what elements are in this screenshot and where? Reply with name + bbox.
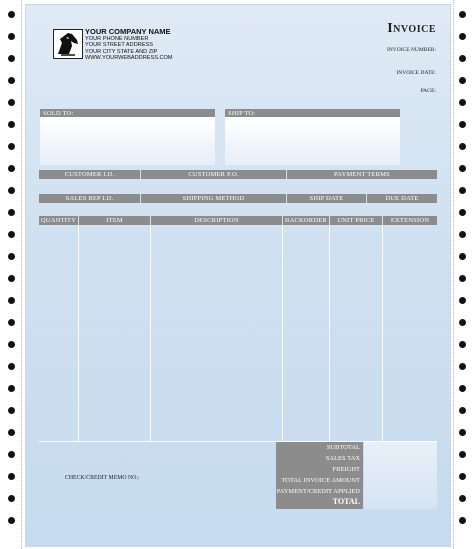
unit-price-header: UNIT PRICE (330, 216, 382, 225)
freight-label: FREIGHT (332, 466, 360, 473)
tractor-hole (8, 341, 15, 348)
tractor-hole (459, 473, 466, 480)
tractor-hole (8, 495, 15, 502)
ship-to-box[interactable] (225, 117, 400, 165)
total-invoice-amount-label: TOTAL INVOICE AMOUNT (281, 477, 360, 484)
tractor-hole (459, 517, 466, 524)
backorder-header: BACKORDER (283, 216, 329, 225)
tractor-hole (8, 11, 15, 18)
tractor-hole (459, 187, 466, 194)
tractor-hole (8, 165, 15, 172)
column-divider (282, 225, 283, 441)
company-name: YOUR COMPANY NAME (85, 27, 171, 36)
sold-to-header: SOLD TO: (40, 109, 215, 117)
tractor-hole (8, 99, 15, 106)
horse-head-icon (54, 30, 82, 58)
subtotal-label: SUBTOTAL (326, 444, 360, 451)
tractor-hole (459, 55, 466, 62)
column-divider (150, 225, 151, 441)
tractor-hole (459, 99, 466, 106)
column-divider (382, 225, 383, 441)
ship-to-header: SHIP TO: (225, 109, 400, 117)
invoice-title: Invoice (387, 21, 436, 36)
ship-date-header: SHIP DATE (287, 194, 366, 203)
tractor-hole (8, 55, 15, 62)
payment-credit-applied-label: PAYMENT/CREDIT APPLIED (276, 488, 360, 495)
tractor-hole (459, 253, 466, 260)
invoice-form (25, 4, 451, 547)
tractor-hole (459, 319, 466, 326)
check-memo-label: CHECK/CREDIT MEMO NO.: (65, 475, 140, 481)
tractor-hole (8, 473, 15, 480)
shipping-method-header: SHIPPING METHOD (141, 194, 286, 203)
company-street: YOUR STREET ADDRESS (85, 42, 153, 49)
tractor-hole (459, 165, 466, 172)
tractor-hole (459, 363, 466, 370)
tractor-hole (459, 121, 466, 128)
tractor-hole (459, 407, 466, 414)
total-label: TOTAL (332, 497, 360, 506)
tractor-hole (459, 11, 466, 18)
tractor-hole (8, 517, 15, 524)
tractor-hole (8, 407, 15, 414)
tractor-hole (459, 297, 466, 304)
tractor-hole (459, 495, 466, 502)
company-city: YOUR CITY STATE AND ZIP (85, 48, 158, 55)
tractor-hole (459, 231, 466, 238)
tractor-hole (459, 143, 466, 150)
tractor-hole (8, 209, 15, 216)
tractor-hole (8, 77, 15, 84)
sold-to-box[interactable] (40, 117, 215, 165)
tractor-hole (459, 341, 466, 348)
tractor-hole (8, 33, 15, 40)
invoice-number-label: INVOICE NUMBER: (386, 47, 436, 53)
customer-po-header: CUSTOMER P.O. (141, 170, 286, 179)
tractor-hole (8, 297, 15, 304)
company-web: WWW.YOURWEBADDRESS.COM (85, 54, 173, 61)
tractor-hole (8, 319, 15, 326)
tractor-hole (459, 385, 466, 392)
column-divider (329, 225, 330, 441)
tractor-hole (459, 33, 466, 40)
tractor-hole (459, 209, 466, 216)
column-divider (78, 225, 79, 441)
tractor-hole (8, 187, 15, 194)
perforation-right (453, 0, 454, 549)
due-date-header: DUE DATE (367, 194, 437, 203)
tractor-hole (8, 143, 15, 150)
tractor-hole (459, 429, 466, 436)
tractor-hole (8, 275, 15, 282)
sales-rep-header: SALES REP I.D. (39, 194, 140, 203)
tractor-hole (8, 253, 15, 260)
extension-header: EXTENSION (383, 216, 437, 225)
tractor-hole (8, 363, 15, 370)
sales-tax-label: SALES TAX (325, 455, 360, 462)
company-block (85, 27, 173, 61)
tractor-hole (459, 275, 466, 282)
customer-id-header: CUSTOMER I.D. (39, 170, 140, 179)
invoice-date-label: INVOICE DATE: (396, 70, 436, 76)
description-header: DESCRIPTION (151, 216, 282, 225)
tractor-hole (8, 385, 15, 392)
tractor-hole (8, 231, 15, 238)
tractor-hole (8, 451, 15, 458)
totals-values-box[interactable] (364, 442, 437, 509)
tractor-hole (459, 451, 466, 458)
payment-terms-header: PAYMENT TERMS (287, 170, 437, 179)
tractor-hole (459, 77, 466, 84)
perforation-left (21, 0, 22, 549)
quantity-header: QUANTITY (40, 217, 77, 224)
tractor-hole (8, 429, 15, 436)
page-label: PAGE: (420, 88, 436, 94)
company-logo (53, 29, 83, 59)
totals-block (276, 442, 363, 509)
item-header: ITEM (79, 216, 150, 225)
tractor-hole (8, 121, 15, 128)
company-phone: YOUR PHONE NUMBER (85, 36, 149, 42)
